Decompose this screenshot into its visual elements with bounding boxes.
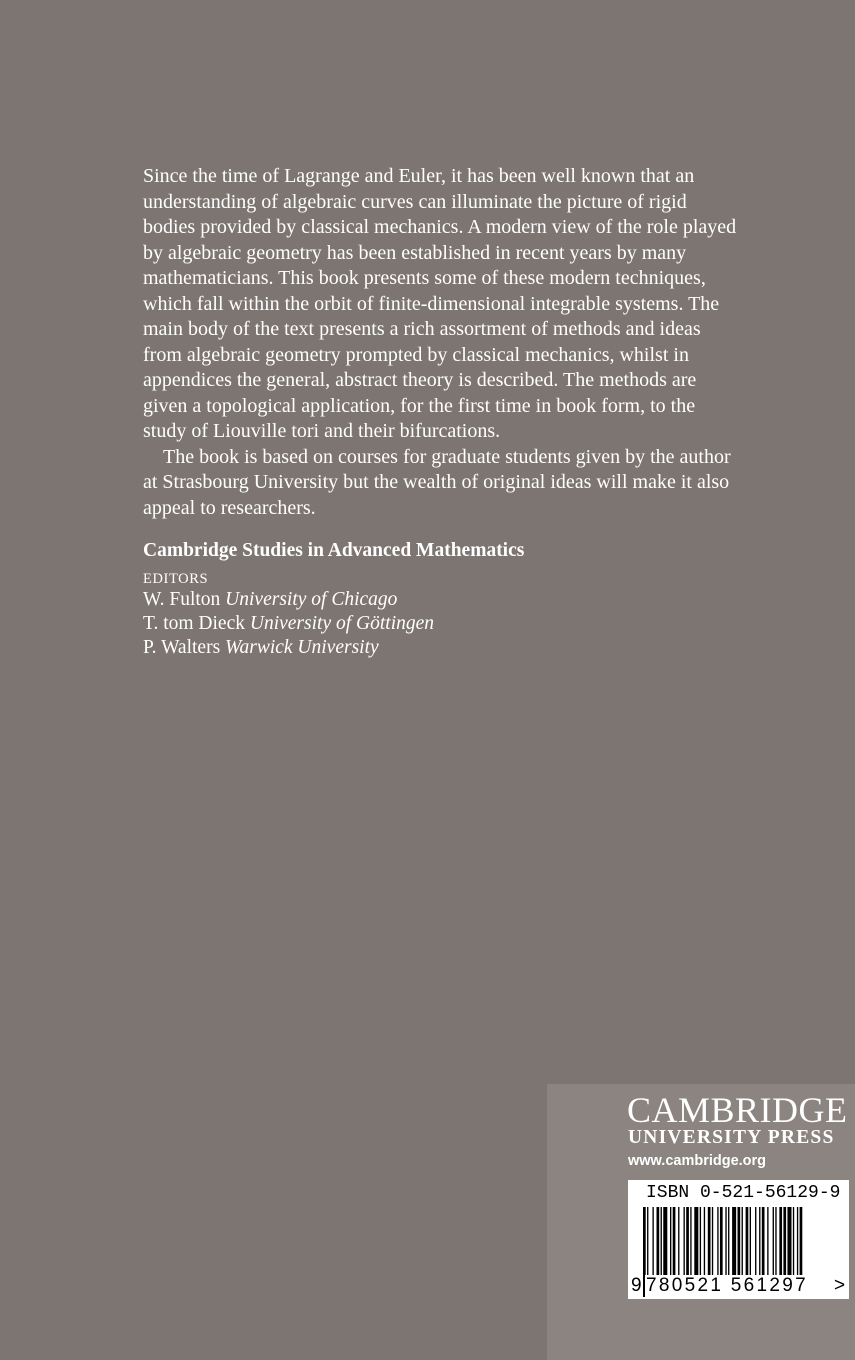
barcode-bar bbox=[779, 1207, 782, 1277]
ean-first-digit: 9 bbox=[631, 1275, 642, 1296]
barcode-bar bbox=[728, 1207, 729, 1277]
barcode-bar bbox=[717, 1207, 718, 1277]
barcode-bar bbox=[720, 1207, 723, 1277]
barcode-bar bbox=[762, 1207, 765, 1277]
barcode-bar bbox=[742, 1207, 743, 1277]
barcode-bar bbox=[755, 1207, 756, 1277]
barcode-bar bbox=[686, 1207, 689, 1277]
barcode-bar bbox=[694, 1207, 698, 1277]
barcode-bar bbox=[704, 1207, 705, 1277]
barcode-bar bbox=[783, 1207, 786, 1277]
isbn-text: ISBN 0-521-56129-9 bbox=[646, 1183, 841, 1203]
series-info bbox=[143, 538, 743, 660]
barcode-bar bbox=[673, 1207, 676, 1277]
barcode-bar bbox=[678, 1207, 679, 1277]
barcode-bar bbox=[787, 1207, 791, 1277]
barcode-bar bbox=[657, 1207, 660, 1277]
barcode-bar bbox=[700, 1207, 701, 1277]
barcode-bar bbox=[663, 1207, 667, 1277]
isbn-barcode bbox=[628, 1180, 849, 1299]
editor-name: W. Fulton bbox=[143, 589, 221, 610]
ean-arrow: > bbox=[834, 1275, 846, 1296]
editor-institution: University of Göttingen bbox=[249, 613, 435, 634]
barcode-bar bbox=[652, 1207, 653, 1277]
barcode-bar bbox=[746, 1207, 749, 1277]
description-paragraph-2: The book is based on courses for graduate students given by the author at Strasbourg University but the wealth of original ideas will make it also appeal to researchers. bbox=[143, 445, 731, 519]
editors-label: EDITORS bbox=[143, 571, 209, 587]
series-title: Cambridge Studies in Advanced Mathematics bbox=[143, 540, 525, 561]
publisher-logo-name: CAMBRIDGE bbox=[627, 1090, 848, 1130]
barcode-bar bbox=[759, 1207, 760, 1277]
barcode-bar bbox=[684, 1207, 685, 1277]
barcode-bar bbox=[750, 1207, 751, 1277]
barcode-bar bbox=[775, 1207, 776, 1277]
book-description bbox=[143, 164, 738, 521]
editor-name: T. tom Dieck bbox=[143, 613, 245, 634]
editor-institution: Warwick University bbox=[225, 637, 379, 658]
editor-entry bbox=[143, 612, 743, 636]
barcode-bar bbox=[738, 1207, 741, 1277]
publisher-press: UNIVERSITY PRESS bbox=[628, 1127, 835, 1148]
editor-entry bbox=[143, 588, 743, 612]
barcode-bar bbox=[767, 1207, 768, 1277]
editor-name: P. Walters bbox=[143, 637, 221, 658]
barcode-bar bbox=[670, 1207, 671, 1277]
publisher-website: www.cambridge.org bbox=[628, 1153, 767, 1169]
barcode-bar bbox=[793, 1207, 794, 1277]
editor-entry bbox=[143, 636, 743, 660]
barcode-bar bbox=[708, 1207, 711, 1277]
barcode-bar bbox=[712, 1207, 713, 1277]
barcode-bar bbox=[773, 1207, 774, 1277]
barcode-bar bbox=[797, 1207, 798, 1277]
barcode-bar bbox=[661, 1207, 662, 1277]
description-paragraph-1: Since the time of Lagrange and Euler, it has been well known that an understanding of algebraic curves can illuminate the picture of rigid bodies provided by classical mechanics. A modern view of the role played by algebraic geometry has been established in recent years by many mathematicians. This book presents some of these modern techniques, which fall within the orbit of finite-dimensional integrable systems. The main body of the text presents a rich assortment of methods and ideas from algebraic geometry prompted by classical mechanics, whilst in appendices the general, abstract theory is described. The methods are given a topological application, for the first time in book form, to the study of Liouville tori and their bifurcations. bbox=[143, 165, 737, 442]
barcode-bar bbox=[732, 1207, 736, 1277]
editor-institution: University of Chicago bbox=[225, 589, 398, 610]
barcode-bar bbox=[690, 1207, 691, 1277]
ean-digits: 780521 561297 bbox=[646, 1275, 808, 1296]
